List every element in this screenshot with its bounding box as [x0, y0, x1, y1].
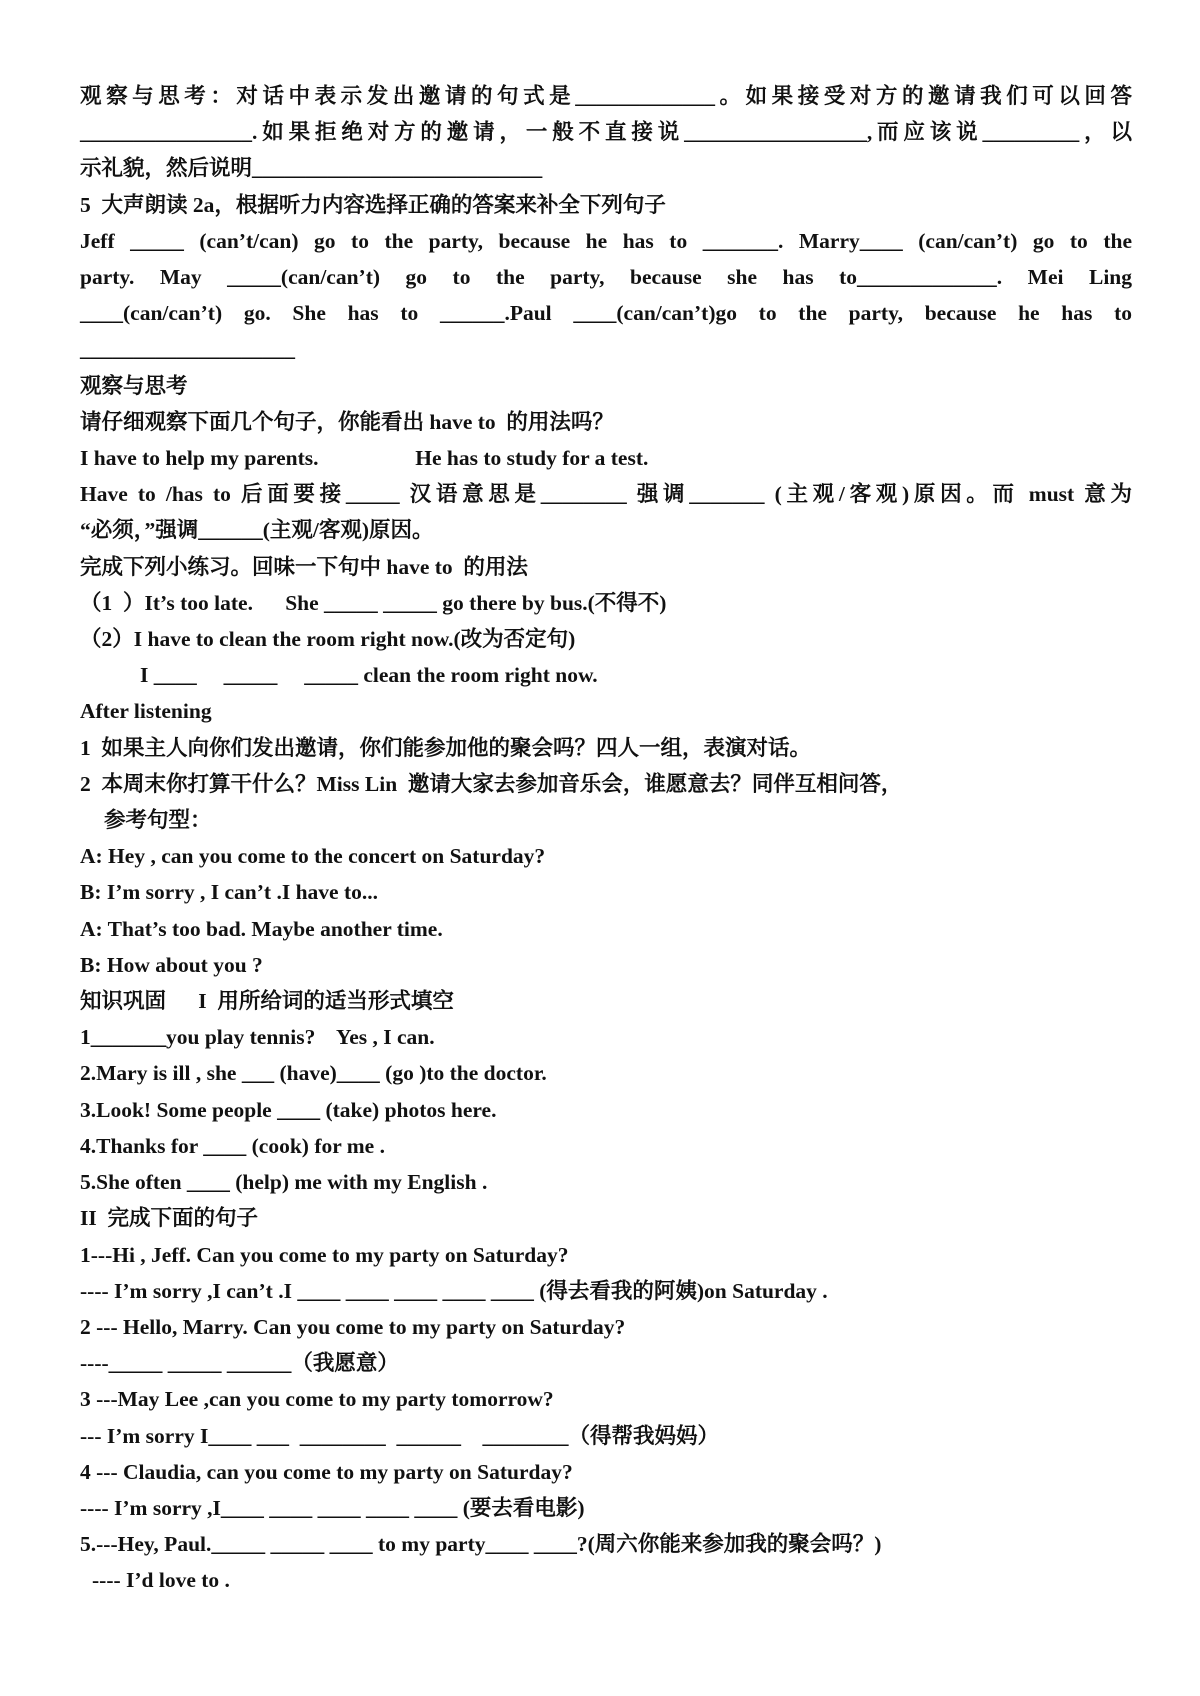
exercise-item: 1---Hi , Jeff. Can you come to my party on Saturday?	[80, 1242, 569, 1267]
exercise-item: 3.Look! Some people ____ (take) photos here.	[80, 1097, 497, 1122]
text-line: I have to help my parents. He has to study for a test.	[80, 446, 649, 471]
text-line: 完成下列小练习。回味一下句中 have to 的用法	[80, 554, 528, 579]
section-heading: II 完成下面的句子	[80, 1206, 258, 1231]
exercise-item: （1 ）It’s too late. She _____ _____ go there by bus.(不得不)	[80, 590, 667, 615]
text-line: Jeff _____ (can’t/can) go to the party, because he has to _______. Marry____ (can/can’t) go to the	[80, 228, 1132, 253]
exercise-item: 4.Thanks for ____ (cook) for me .	[80, 1133, 385, 1158]
exercise-item: I ____ _____ _____ clean the room right now.	[140, 663, 598, 688]
dialogue-line: A: That’s too bad. Maybe another time.	[80, 916, 443, 941]
exercise-item: ---- I’d love to .	[92, 1568, 230, 1593]
exercise-item: 2 --- Hello, Marry. Can you come to my party on Saturday?	[80, 1314, 626, 1339]
text-line: “必须，”强调______(主观/客观)原因。	[80, 518, 434, 543]
exercise-item: 5.---Hey, Paul._____ _____ ____ to my party____ ____?(周六你能来参加我的聚会吗？)	[80, 1532, 882, 1557]
exercise-item: ---- I’m sorry ,I____ ____ ____ ____ ____ (要去看电影)	[80, 1495, 585, 1520]
exercise-item: ----_____ _____ ______（我愿意）	[80, 1351, 399, 1376]
exercise-item: 1_______you play tennis? Yes , I can.	[80, 1025, 435, 1050]
exercise-item: （2）I have to clean the room right now.(改为否定句)	[80, 627, 576, 652]
text-line: 示礼貌，然后说明___________________________	[80, 156, 543, 181]
dialogue-line: A: Hey , can you come to the concert on Saturday?	[80, 844, 546, 869]
worksheet-page	[80, 78, 1132, 1599]
dialogue-line: B: I’m sorry , I can’t .I have to...	[80, 880, 378, 905]
text-line: 2 本周末你打算干什么？Miss Lin 邀请大家去参加音乐会，谁愿意去？同伴互相问答，	[80, 771, 903, 796]
text-line: 观察与思考：对话中表示发出邀请的句式是_____________。如果接受对方的邀请我们可以回答	[80, 84, 1132, 108]
dialogue-line: B: How about you ?	[80, 952, 263, 977]
exercise-item: --- I’m sorry I____ ___ ________ ______ ________（得帮我妈妈）	[80, 1423, 719, 1448]
text-line: 请仔细观察下面几个句子，你能看出 have to 的用法吗？	[80, 409, 614, 434]
text-line: Have to /has to 后面要接_____ 汉语意思是________ 强调_______ (主观/客观)原因。而 must 意为	[80, 482, 1132, 507]
exercise-item: 5.She often ____ (help) me with my English .	[80, 1170, 488, 1195]
exercise-item: ---- I’m sorry ,I can’t .I ____ ____ ____ ____ ____ (得去看我的阿姨)on Saturday .	[80, 1278, 828, 1303]
text-line: ________________.如果拒绝对方的邀请，一般不直接说_________________,而应该说_________，以	[80, 120, 1132, 145]
section-heading: After listening	[80, 699, 212, 724]
text-line: party. May _____(can/can’t) go to the party, because she has to_____________. Mei Ling	[80, 265, 1132, 290]
exercise-item: 4 --- Claudia, can you come to my party on Saturday?	[80, 1459, 573, 1484]
text-line: 1 如果主人向你们发出邀请，你们能参加他的聚会吗？四人一组，表演对话。	[80, 735, 812, 760]
exercise-item: 2.Mary is ill , she ___ (have)____ (go )to the doctor.	[80, 1061, 547, 1086]
text-line: ____________________	[80, 337, 295, 362]
section-heading: 观察与思考	[80, 373, 188, 398]
text-line: 参考句型：	[104, 808, 212, 833]
exercise-item: 3 ---May Lee ,can you come to my party tomorrow?	[80, 1387, 554, 1412]
section-heading: 知识巩固 I 用所给词的适当形式填空	[80, 989, 454, 1014]
section-heading: 5 大声朗读 2a，根据听力内容选择正确的答案来补全下列句子	[80, 192, 666, 217]
text-line: ____(can/can’t) go. She has to ______.Paul ____(can/can’t)go to the party, because he has to	[80, 301, 1132, 326]
